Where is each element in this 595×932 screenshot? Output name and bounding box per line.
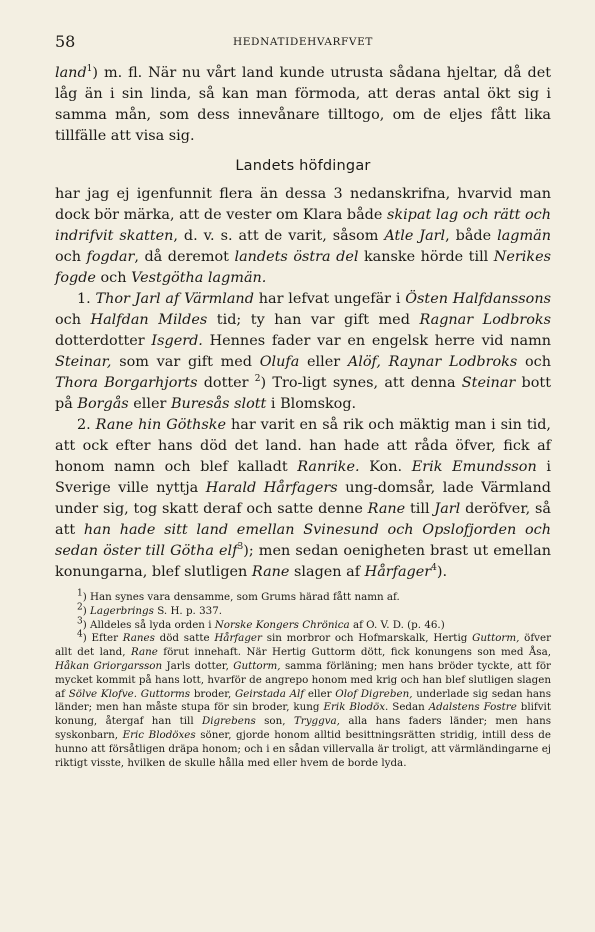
text-italic: Tryggva, <box>293 715 340 728</box>
text-italic: Guttorm, <box>472 632 520 645</box>
text-italic: Nerikes fogde <box>55 249 551 286</box>
text-italic: Borgås <box>77 396 129 412</box>
text: af O. V. D. (p. 46.) <box>349 618 445 631</box>
running-title: HEDNATIDEHVARFVET <box>233 36 373 48</box>
text: sin morbror och Hofmarskalk, Hertig <box>261 632 473 645</box>
text: ). <box>436 564 448 580</box>
text: öfver allt det land, <box>55 632 551 659</box>
text-italic: Rane <box>130 646 158 659</box>
text-italic: Ranrike. <box>297 459 360 475</box>
footnote-ref: 4 <box>431 563 437 574</box>
text: söner, gjorde honom alltid besittningsrätten stridig, intill dess de hunno att försåtligen dräpa honom; och i en sådan villervalla är troligt, att värmländingarne ej riktigt visste, hvilken de skulle hålla med eller hvem de borde lyda. <box>55 728 551 769</box>
text-italic: skipat lag och rätt och indrifvit skatten <box>55 207 551 244</box>
page-number: 58 <box>55 32 76 51</box>
footnote-ref: 3 <box>237 542 244 553</box>
text: , d. v. s. att de varit, såsom <box>173 228 385 244</box>
footnote-mark: 1 <box>77 588 83 599</box>
paragraph-3 <box>55 289 551 415</box>
text: eller <box>128 396 171 412</box>
text-italic: Olof Digreben, <box>335 687 413 700</box>
text: samma förläning; men hans bröder tyckte, att för mycket kommit på hans lott, hvarför de angrepo honom med krig och han blef slutligen slagen af <box>55 659 551 700</box>
text: Kon. <box>359 459 412 475</box>
text: S. H. p. 337. <box>153 604 223 617</box>
paragraph-2 <box>55 184 551 289</box>
text-italic: Rane <box>367 501 406 517</box>
text: förut innehaft. När Hertig Guttorm dött, fick konungens son med Åsa, <box>157 646 551 659</box>
footnote-ref: 1 <box>86 64 93 75</box>
text-italic: Buresås slott <box>170 396 267 412</box>
footnote-ref: 2 <box>254 374 261 385</box>
text-italic: Ranes <box>122 632 155 645</box>
footnote-4 <box>55 629 551 770</box>
text: broder, <box>190 687 236 700</box>
text: har varit en så rik och mäktig man i sin tid, att ock efter hans död det land. han hade att råda öfver, fick af honom namn och blef kalladt <box>55 417 552 475</box>
text: tid; ty han var gift med <box>207 312 420 328</box>
footnotes <box>55 588 551 770</box>
text-italic: Erik Emundsson <box>411 459 537 475</box>
text: Hennes fader var en engelsk herre vid namn <box>202 333 551 349</box>
text-italic: Guttorm, <box>233 659 281 672</box>
text: ) Han synes vara densamme, som Grums härad fått namn af. <box>82 591 400 603</box>
text-italic: Ragnar Lodbroks <box>419 312 551 328</box>
text-italic: Adalstens Fostre <box>428 701 517 714</box>
text-italic: Håkan Griorgarsson <box>55 659 163 672</box>
footnote-mark: 2 <box>77 602 83 613</box>
text: slagen af <box>289 564 365 580</box>
text-italic: Isgerd. <box>151 333 203 349</box>
text: Jarls dotter, <box>162 659 234 672</box>
text-italic: Jarl <box>434 501 461 517</box>
text-italic: Hårfager <box>364 564 432 580</box>
text-italic: Rane <box>251 564 290 580</box>
text-italic: han hade sitt land emellan Svinesund och Opslofjorden och sedan öster till Götha elf <box>55 522 551 559</box>
text-italic: Sölve Klofve. Guttorms <box>68 687 191 700</box>
text-italic: Olufa <box>259 354 300 370</box>
text: ung-domsår, lade Värmland under sig, tog skatt deraf och satte denne <box>55 480 551 517</box>
footnote-mark: 3 <box>77 616 83 627</box>
body-text <box>55 63 551 770</box>
text: dotter <box>197 375 255 391</box>
text: Sedan <box>388 701 429 714</box>
text: i Blomskog. <box>266 396 357 412</box>
text: eller <box>299 354 348 370</box>
text: ) Efter <box>82 632 123 645</box>
footnote-mark: 4 <box>77 629 83 640</box>
text: till <box>405 501 435 517</box>
text: , då deremot <box>134 249 235 265</box>
text-italic: Thor Jarl af Värmland <box>95 291 254 307</box>
text: underlade sig sedan hans länder; men han måste stupa för sin broder, kung <box>55 687 551 714</box>
text-italic: Erik Blodöx. <box>323 701 389 714</box>
text: eller <box>304 687 336 700</box>
text: ) Alldeles så lyda orden i <box>82 618 215 631</box>
text: son, <box>255 715 294 728</box>
text: och <box>517 354 552 370</box>
text: och <box>55 249 87 265</box>
text-italic: Alöf, Raynar Lodbroks <box>347 354 518 370</box>
text: ); men sedan oenigheten brast ut emellan konungarna, blef slutligen <box>55 543 551 580</box>
text: och <box>95 270 132 286</box>
text-italic: Steinar <box>461 375 516 391</box>
text-italic: Norske Kongers Chrönica <box>214 618 350 631</box>
text: 2. <box>77 417 96 433</box>
text-italic: Eric Blodöxes <box>122 728 196 741</box>
footnote-2 <box>55 602 551 619</box>
text: ) m. fl. När nu vårt land kunde utrusta sådana hjeltar, då det låg än i sin linda, så kan man förmoda, att deras antal ökt sig i samma mån, som dess innevånare tilltogo, om de eljes fått lika tillfälle att visa sig. <box>55 65 551 144</box>
text-italic: Rane hin Göthske <box>95 417 227 433</box>
text: 1. <box>77 291 96 307</box>
section-heading: Landets höfdingar <box>235 158 371 174</box>
text: har jag ej igenfunnit flera än dessa 3 nedanskrifna, hvarvid man dock bör märka, att de vester om Klara både <box>55 186 551 223</box>
text-italic: Lagerbrings <box>90 604 154 617</box>
text: , både <box>445 228 498 244</box>
text-italic: Halfdan Mildes <box>90 312 208 328</box>
text-italic: Atle Jarl <box>384 228 446 244</box>
text-italic: lagmän <box>497 228 551 244</box>
text: blifvit konung, återgaf han till <box>55 701 551 728</box>
text-italic: Hårfager <box>214 632 262 645</box>
text: dotterdotter <box>55 333 152 349</box>
text-italic: Harald Hårfagers <box>205 480 338 496</box>
text: ) <box>82 604 91 617</box>
text-italic: Digrebens <box>202 715 256 728</box>
text: deröfver, så att <box>55 501 551 538</box>
text-italic: Geirstada Alf <box>235 687 305 700</box>
text: har lefvat ungefär i <box>253 291 406 307</box>
text-italic: Steinar, <box>55 354 112 370</box>
text-italic: land <box>55 65 87 81</box>
text: i Sverige ville nyttja <box>55 459 551 496</box>
text: kanske hörde till <box>358 249 494 265</box>
text: och <box>55 312 91 328</box>
paragraph-4 <box>55 415 551 583</box>
footnote-1 <box>55 588 551 605</box>
text-italic: Thora Borgarhjorts <box>55 375 198 391</box>
text-italic: landets östra del <box>234 249 359 265</box>
footnote-3 <box>55 616 551 633</box>
text: död satte <box>154 632 215 645</box>
text: som var gift med <box>111 354 260 370</box>
running-head <box>55 32 551 52</box>
text-italic: Vestgötha lagmän. <box>131 270 267 286</box>
text-italic: fogdar <box>86 249 135 265</box>
text: bott på <box>55 375 551 412</box>
text: ) Tro-ligt synes, att denna <box>260 375 462 391</box>
text: alla hans faders länder; men hans syskonbarn, <box>55 715 551 741</box>
text-italic: Östen Halfdanssons <box>405 291 551 307</box>
paragraph-1 <box>55 63 551 147</box>
